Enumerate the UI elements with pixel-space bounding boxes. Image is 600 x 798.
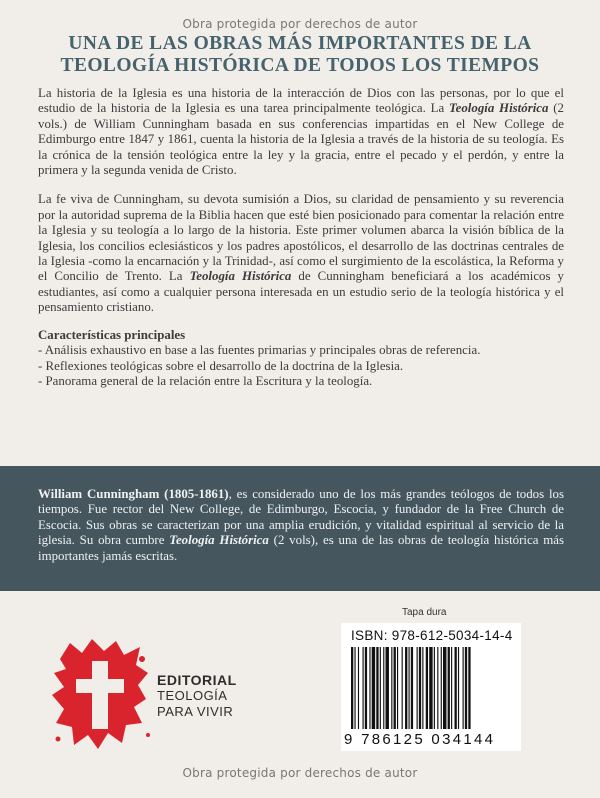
cover-type: Tapa dura	[402, 607, 447, 618]
feature-item: - Panorama general de la relación entre la Escritura y la teología.	[38, 373, 373, 388]
back-cover-title	[30, 33, 570, 77]
p2-book-title: Teología Histórica	[189, 269, 292, 284]
watermark-bottom: Obra protegida por derechos de autor	[182, 766, 418, 780]
author-name: William Cunningham (1805-1861)	[38, 487, 229, 501]
p2-text-a: La fe viva de Cunningham, su devota sumisión a Dios, su claridad de pensamiento y su reverencia por la autoridad suprema de la Biblia hacen que esté bien posicionado para comentar la relación entre la Iglesia y su teología a lo largo de la historia. Este primer volumen abarca la visión bíblica de la Iglesia, los concilios eclesiásticos y los padres apostólicos, el desarrollo de las doctrinas centrales de la Iglesia -como la encarnación y la Trinidad-, así como el surgimiento de la escolástica, la Reforma y el Concilio de Trento. La	[38, 192, 564, 284]
synopsis	[38, 86, 564, 389]
synopsis-paragraph-2	[38, 192, 564, 315]
barcode-digits: 9 786125 034144	[344, 731, 496, 748]
title-line-1: UNA DE LAS OBRAS MÁS IMPORTANTES DE LA	[68, 33, 532, 54]
feature-item: - Análisis exhaustivo en base a las fuentes primarias y principales obras de referencia.	[38, 343, 481, 358]
watermark-top: Obra protegida por derechos de autor	[182, 17, 418, 31]
author-bio	[38, 487, 564, 564]
publisher-line-2: PARA VIVIR	[157, 704, 234, 719]
p1-text-b: (2 vols.) de William Cunningham basada en sus conferencias impartidas en el New College de Edimburgo entre 1847 y 1861, cuenta la historia de la Iglesia a través de la historia de su teología. Es la crónica de la tensión teológica entre la ley y la gracia, entre el pecado y el perdón, y entre la primera y la segunda venida de Cristo.	[38, 101, 564, 178]
features-list	[38, 343, 564, 389]
title-line-2: TEOLOGÍA HISTÓRICA DE TODOS LOS TIEMPOS	[60, 55, 540, 76]
p1-text-a: La historia de la Iglesia es una historia de la interacción de Dios con las personas, por lo que el estudio de la historia de la Iglesia es una tarea principalmente teológica. La	[38, 86, 564, 116]
synopsis-paragraph-1	[38, 86, 564, 178]
red-splash-cross-icon	[52, 639, 152, 751]
p2-text-b: de Cunningham beneficiará a los académicos y estudiantes, así como a cualquier persona interesada en un estudio serio de la teología histórica y el pensamiento cristiano.	[38, 269, 564, 315]
isbn-label: ISBN: 978-612-5034-14-4	[351, 628, 513, 643]
publisher-line-editorial: EDITORIAL	[157, 672, 237, 688]
publisher-line-1: TEOLOGÍA	[157, 688, 228, 703]
features-heading: Características principales	[38, 327, 186, 342]
author-bio-text-a: , es considerado uno de los más grandes teólogos de todos los tiempos. Fue rector del New College, de Edimburgo, Escocia, y fundador de la Free Church de Escocia. Sus obras se caracterizan por una amplia erudición, y vitalidad espiritual al servicio de la iglesia. Su obra cumbre	[38, 487, 565, 548]
isbn-barcode	[351, 647, 517, 729]
author-book-title: Teología Histórica	[169, 533, 269, 548]
p1-book-title: Teología Histórica	[448, 101, 549, 116]
publisher-name	[157, 672, 237, 720]
feature-item: - Reflexiones teológicas sobre el desarrollo de la doctrina de la Iglesia.	[38, 358, 404, 373]
author-bio-text-b: (2 vols), es una de las obras de teología histórica más importantes jamás escritas.	[38, 533, 565, 563]
